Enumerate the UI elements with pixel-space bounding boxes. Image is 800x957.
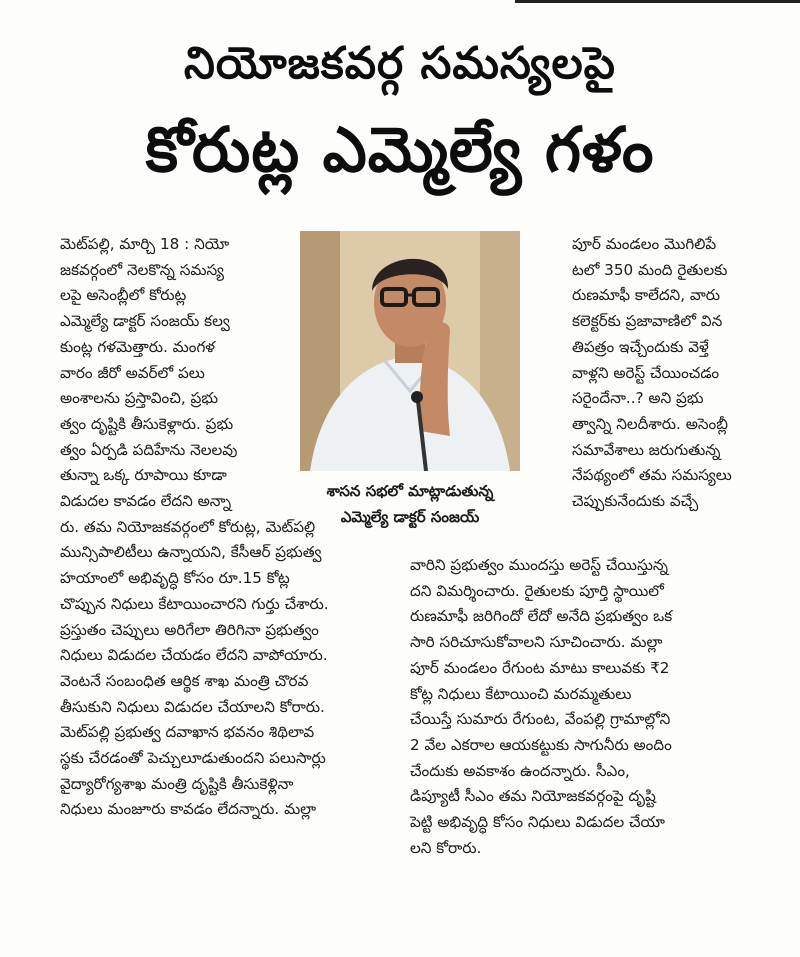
article-line: జకవర్గంలో నెలకొన్న సమస్య: [60, 260, 224, 279]
photo-caption: [300, 478, 520, 530]
article-line: టలో 350 మంది రైతులకు: [572, 260, 728, 279]
article-line: పెట్టి అభివృద్ధి కోసం నిధులు విడుదల చేయా: [410, 813, 665, 832]
article-line: రుణమాఫీ జరిగిందో లేదో అనేది ప్రభుత్వం ఒక: [410, 607, 673, 626]
article-line: పూర్ మండలం రేగుంట మాటు కాలువకు ₹2: [410, 658, 670, 677]
article-line: విడుదల కావడం లేదని అన్నా: [60, 492, 232, 511]
article-line: త్వాన్ని నిలదీశారు. అసెంబ్లీ: [572, 414, 728, 433]
article-line: నిధులు విడుదల చేయడం లేదని వాపోయారు.: [60, 646, 328, 665]
article-line: నేపథ్యంలో తమ సమస్యలు: [572, 466, 732, 485]
article-line: లని కోరారు.: [410, 838, 482, 857]
headline-line-2: కోరుట్ల ఎమ్మెల్యే గళం: [145, 113, 655, 186]
top-rule: [515, 0, 800, 3]
article-line: వైద్యారోగ్యశాఖ మంత్రి దృష్టికి తీసుకెళ్లినా: [60, 774, 294, 793]
article-line: సారి సరిచూసుకోవాలని సూచించారు. మల్లా: [410, 633, 663, 652]
article-line: చేయిస్తే సుమారు రేగుంట, వేంపల్లి గ్రామాల్లోని: [410, 710, 671, 729]
article-line: మెట్‌పల్లి, మార్చి 18 : నియో: [60, 235, 230, 253]
mla-photo: [300, 231, 520, 471]
article-line: చేందుకు అవకాశం ఉందన్నారు. సీఎం,: [410, 761, 630, 780]
article-line: అంశాలను ప్రస్తావించి, ప్రభు: [60, 389, 218, 408]
article-line: చొప్పున నిధులు కేటాయించారని గుర్తు చేశారు.: [60, 594, 329, 613]
article-line: సరైందేనా..? అని ప్రభు: [572, 389, 704, 408]
article-line: కలెక్టర్‌కు ప్రజావాణిలో విన: [572, 312, 723, 331]
article-line: మున్సిపాలిటీలు ఉన్నాయని, కేసీఆర్ ప్రభుత్వ: [60, 543, 322, 562]
article-line: చెప్పుకునేందుకు వచ్చే: [572, 492, 699, 511]
article-line: తిపత్రం ఇచ్చేందుకు వెళ్తే: [572, 337, 709, 356]
article-line: త్వం ఏర్పడి పదిహేను నెలలవు: [60, 440, 238, 459]
article-line: మెట్‌పల్లి ప్రభుత్వ దవాఖాన భవనం శిథిలావ: [60, 723, 315, 742]
article-line: తీసుకుని నిధులు విడుదల చేయాలని కోరారు.: [60, 697, 325, 716]
article-line: తున్నా ఒక్క రూపాయి కూడా: [60, 466, 227, 485]
article-line: లపై అసెంబ్లీలో కోరుట్ల: [60, 286, 187, 305]
article-right-column: [572, 232, 742, 515]
article-line: వెంటనే సంబంధిత ఆర్థిక శాఖ మంత్రి చొరవ: [60, 671, 309, 690]
article-bottom-column: [410, 553, 743, 861]
article-line: ప్రస్తుతం చెప్పులు అరిగేలా తిరిగినా ప్రభుత్వం: [60, 620, 319, 639]
article-line: హయాంలో అభివృద్ధి కోసం రూ.15 కోట్ల: [60, 569, 290, 588]
article-line: త్వం దృష్టికి తీసుకెళ్లారు. ప్రభు: [60, 414, 234, 433]
article-line: కుంట్ల గళమెత్తారు. మంగళ: [60, 337, 216, 356]
article-line: రుణమాఫీ కాలేదని, వారు: [572, 286, 721, 305]
article-line: రు. తమ నియోజకవర్గంలో కోరుట్ల, మెట్‌పల్లి: [60, 517, 316, 536]
article-line: స్థకు చేరడంతో పెచ్చులూడుతుందని పలుసార్లు: [60, 749, 326, 768]
article-line: దని విమర్శించారు. రైతులకు పూర్తి స్థాయిలో: [410, 581, 664, 600]
article-line: 2 వేల ఎకరాల ఆయకట్టుకు సాగునీరు అందిం: [410, 735, 672, 754]
article-line: సమావేశాలు జరుగుతున్న: [572, 440, 721, 459]
headline-line-1: నియోజకవర్గ సమస్యలపై: [184, 38, 616, 89]
article-line: ఎమ్మెల్యే డాక్టర్ సంజయ్ కల్వ: [60, 312, 230, 331]
caption-line-1: శాసన సభలో మాట్లాడుతున్న: [326, 482, 494, 500]
article-line: వాళ్లని అరెస్ట్ చేయించడం: [572, 363, 720, 382]
article-line: నిధులు మంజూరు కావడం లేదన్నారు. మల్లా: [60, 800, 317, 819]
mla-portrait-image: [300, 231, 520, 471]
article-line: డిప్యూటీ సీఎం తమ నియోజకవర్గంపై దృష్టి: [410, 787, 656, 806]
caption-line-2: ఎమ్మెల్యే డాక్టర్ సంజయ్: [340, 508, 480, 526]
article-line: వారిని ప్రభుత్వం ముందస్తు అరెస్ట్ చేయిస్తున్న: [410, 556, 669, 574]
article-line: కోట్ల నిధులు కేటాయించి మరమ్మతులు: [410, 684, 632, 703]
article-line: వారం జీరో అవర్‌లో పలు: [60, 363, 205, 382]
article-line: పూర్ మండలం మొగిలిపే: [572, 235, 717, 253]
